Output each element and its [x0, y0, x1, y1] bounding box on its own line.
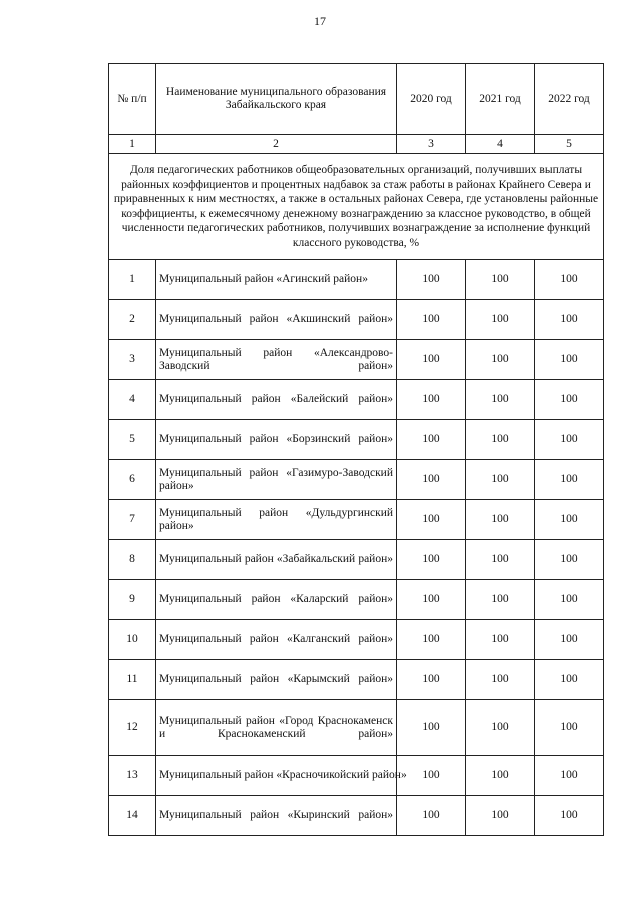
header-2021: 2021 год — [466, 64, 535, 135]
table-row — [109, 580, 604, 620]
municipality-name: Муниципальный район «Дульдургинский район» — [156, 500, 397, 540]
value-2021: 100 — [466, 340, 535, 380]
section-description: Доля педагогических работников общеобразовательных организаций, получивших выплаты районных коэффициентов и процентных надбавок за стаж работы в районах Крайнего Севера и приравненных к ним местностях, а также в остальных районах Севера, где установлены районные коэффициенты, к ежемесячному денежному вознаграждению за классное руководство, в общей численности педагогических работников, получивших вознаграждение за исполнение функций классного руководства, % — [109, 154, 604, 260]
table-row — [109, 460, 604, 500]
value-2022: 100 — [535, 756, 604, 796]
page-number: 17 — [314, 14, 326, 28]
table-row — [109, 660, 604, 700]
value-2021: 100 — [466, 620, 535, 660]
header-name: Наименование муниципального образования Забайкальского края — [156, 64, 397, 135]
row-number: 5 — [109, 420, 156, 460]
row-number: 13 — [109, 756, 156, 796]
value-2020: 100 — [397, 540, 466, 580]
row-number: 2 — [109, 300, 156, 340]
value-2022: 100 — [535, 380, 604, 420]
row-number: 14 — [109, 796, 156, 836]
value-2021: 100 — [466, 380, 535, 420]
value-2022: 100 — [535, 420, 604, 460]
value-2021: 100 — [466, 460, 535, 500]
row-number: 8 — [109, 540, 156, 580]
table-row — [109, 340, 604, 380]
value-2020: 100 — [397, 300, 466, 340]
indicator-table — [108, 63, 604, 836]
value-2021: 100 — [466, 756, 535, 796]
value-2020: 100 — [397, 660, 466, 700]
value-2020: 100 — [397, 460, 466, 500]
municipality-name: Муниципальный район «Газимуро-Заводский район» — [156, 460, 397, 500]
value-2022: 100 — [535, 500, 604, 540]
row-number: 12 — [109, 700, 156, 756]
value-2021: 100 — [466, 700, 535, 756]
value-2021: 100 — [466, 420, 535, 460]
value-2021: 100 — [466, 500, 535, 540]
municipality-name: Муниципальный район «Красночикойский район» — [156, 756, 397, 796]
value-2020: 100 — [397, 756, 466, 796]
value-2020: 100 — [397, 620, 466, 660]
table-row — [109, 540, 604, 580]
value-2022: 100 — [535, 620, 604, 660]
column-number-2: 2 — [156, 135, 397, 154]
value-2022: 100 — [535, 540, 604, 580]
header-row — [109, 64, 604, 135]
column-number-1: 1 — [109, 135, 156, 154]
table-row — [109, 380, 604, 420]
table-body — [109, 64, 604, 836]
row-number: 10 — [109, 620, 156, 660]
value-2020: 100 — [397, 796, 466, 836]
header-num: № п/п — [109, 64, 156, 135]
row-number: 7 — [109, 500, 156, 540]
municipality-name: Муниципальный район «Борзинский район» — [156, 420, 397, 460]
header-2020: 2020 год — [397, 64, 466, 135]
municipality-name: Муниципальный район «Акшинский район» — [156, 300, 397, 340]
value-2020: 100 — [397, 700, 466, 756]
municipality-name: Муниципальный район «Агинский район» — [156, 260, 397, 300]
municipality-name: Муниципальный район «Карымский район» — [156, 660, 397, 700]
table-row — [109, 756, 604, 796]
column-number-4: 4 — [466, 135, 535, 154]
municipality-name: Муниципальный район «Каларский район» — [156, 580, 397, 620]
row-number: 4 — [109, 380, 156, 420]
table-row — [109, 260, 604, 300]
header-2022: 2022 год — [535, 64, 604, 135]
value-2021: 100 — [466, 660, 535, 700]
row-number: 3 — [109, 340, 156, 380]
table-row — [109, 796, 604, 836]
value-2021: 100 — [466, 260, 535, 300]
value-2022: 100 — [535, 300, 604, 340]
value-2020: 100 — [397, 380, 466, 420]
value-2022: 100 — [535, 796, 604, 836]
value-2020: 100 — [397, 580, 466, 620]
table-row — [109, 420, 604, 460]
municipality-name: Муниципальный район «Город Краснокаменск и Краснокаменский район» — [156, 700, 397, 756]
row-number: 11 — [109, 660, 156, 700]
municipality-name: Муниципальный район «Балейский район» — [156, 380, 397, 420]
value-2022: 100 — [535, 260, 604, 300]
table-row — [109, 700, 604, 756]
column-number-3: 3 — [397, 135, 466, 154]
value-2021: 100 — [466, 580, 535, 620]
value-2021: 100 — [466, 796, 535, 836]
row-number: 9 — [109, 580, 156, 620]
value-2020: 100 — [397, 420, 466, 460]
table-row — [109, 500, 604, 540]
section-description-row — [109, 154, 604, 260]
value-2020: 100 — [397, 340, 466, 380]
municipality-name: Муниципальный район «Александрово-Заводский район» — [156, 340, 397, 380]
value-2022: 100 — [535, 660, 604, 700]
value-2022: 100 — [535, 340, 604, 380]
value-2020: 100 — [397, 500, 466, 540]
value-2021: 100 — [466, 300, 535, 340]
value-2021: 100 — [466, 540, 535, 580]
municipality-name: Муниципальный район «Кыринский район» — [156, 796, 397, 836]
table-row — [109, 300, 604, 340]
value-2020: 100 — [397, 260, 466, 300]
value-2022: 100 — [535, 700, 604, 756]
municipality-name: Муниципальный район «Забайкальский район» — [156, 540, 397, 580]
column-number-5: 5 — [535, 135, 604, 154]
column-number-row — [109, 135, 604, 154]
municipality-name: Муниципальный район «Калганский район» — [156, 620, 397, 660]
table-row — [109, 620, 604, 660]
value-2022: 100 — [535, 460, 604, 500]
row-number: 6 — [109, 460, 156, 500]
row-number: 1 — [109, 260, 156, 300]
value-2022: 100 — [535, 580, 604, 620]
